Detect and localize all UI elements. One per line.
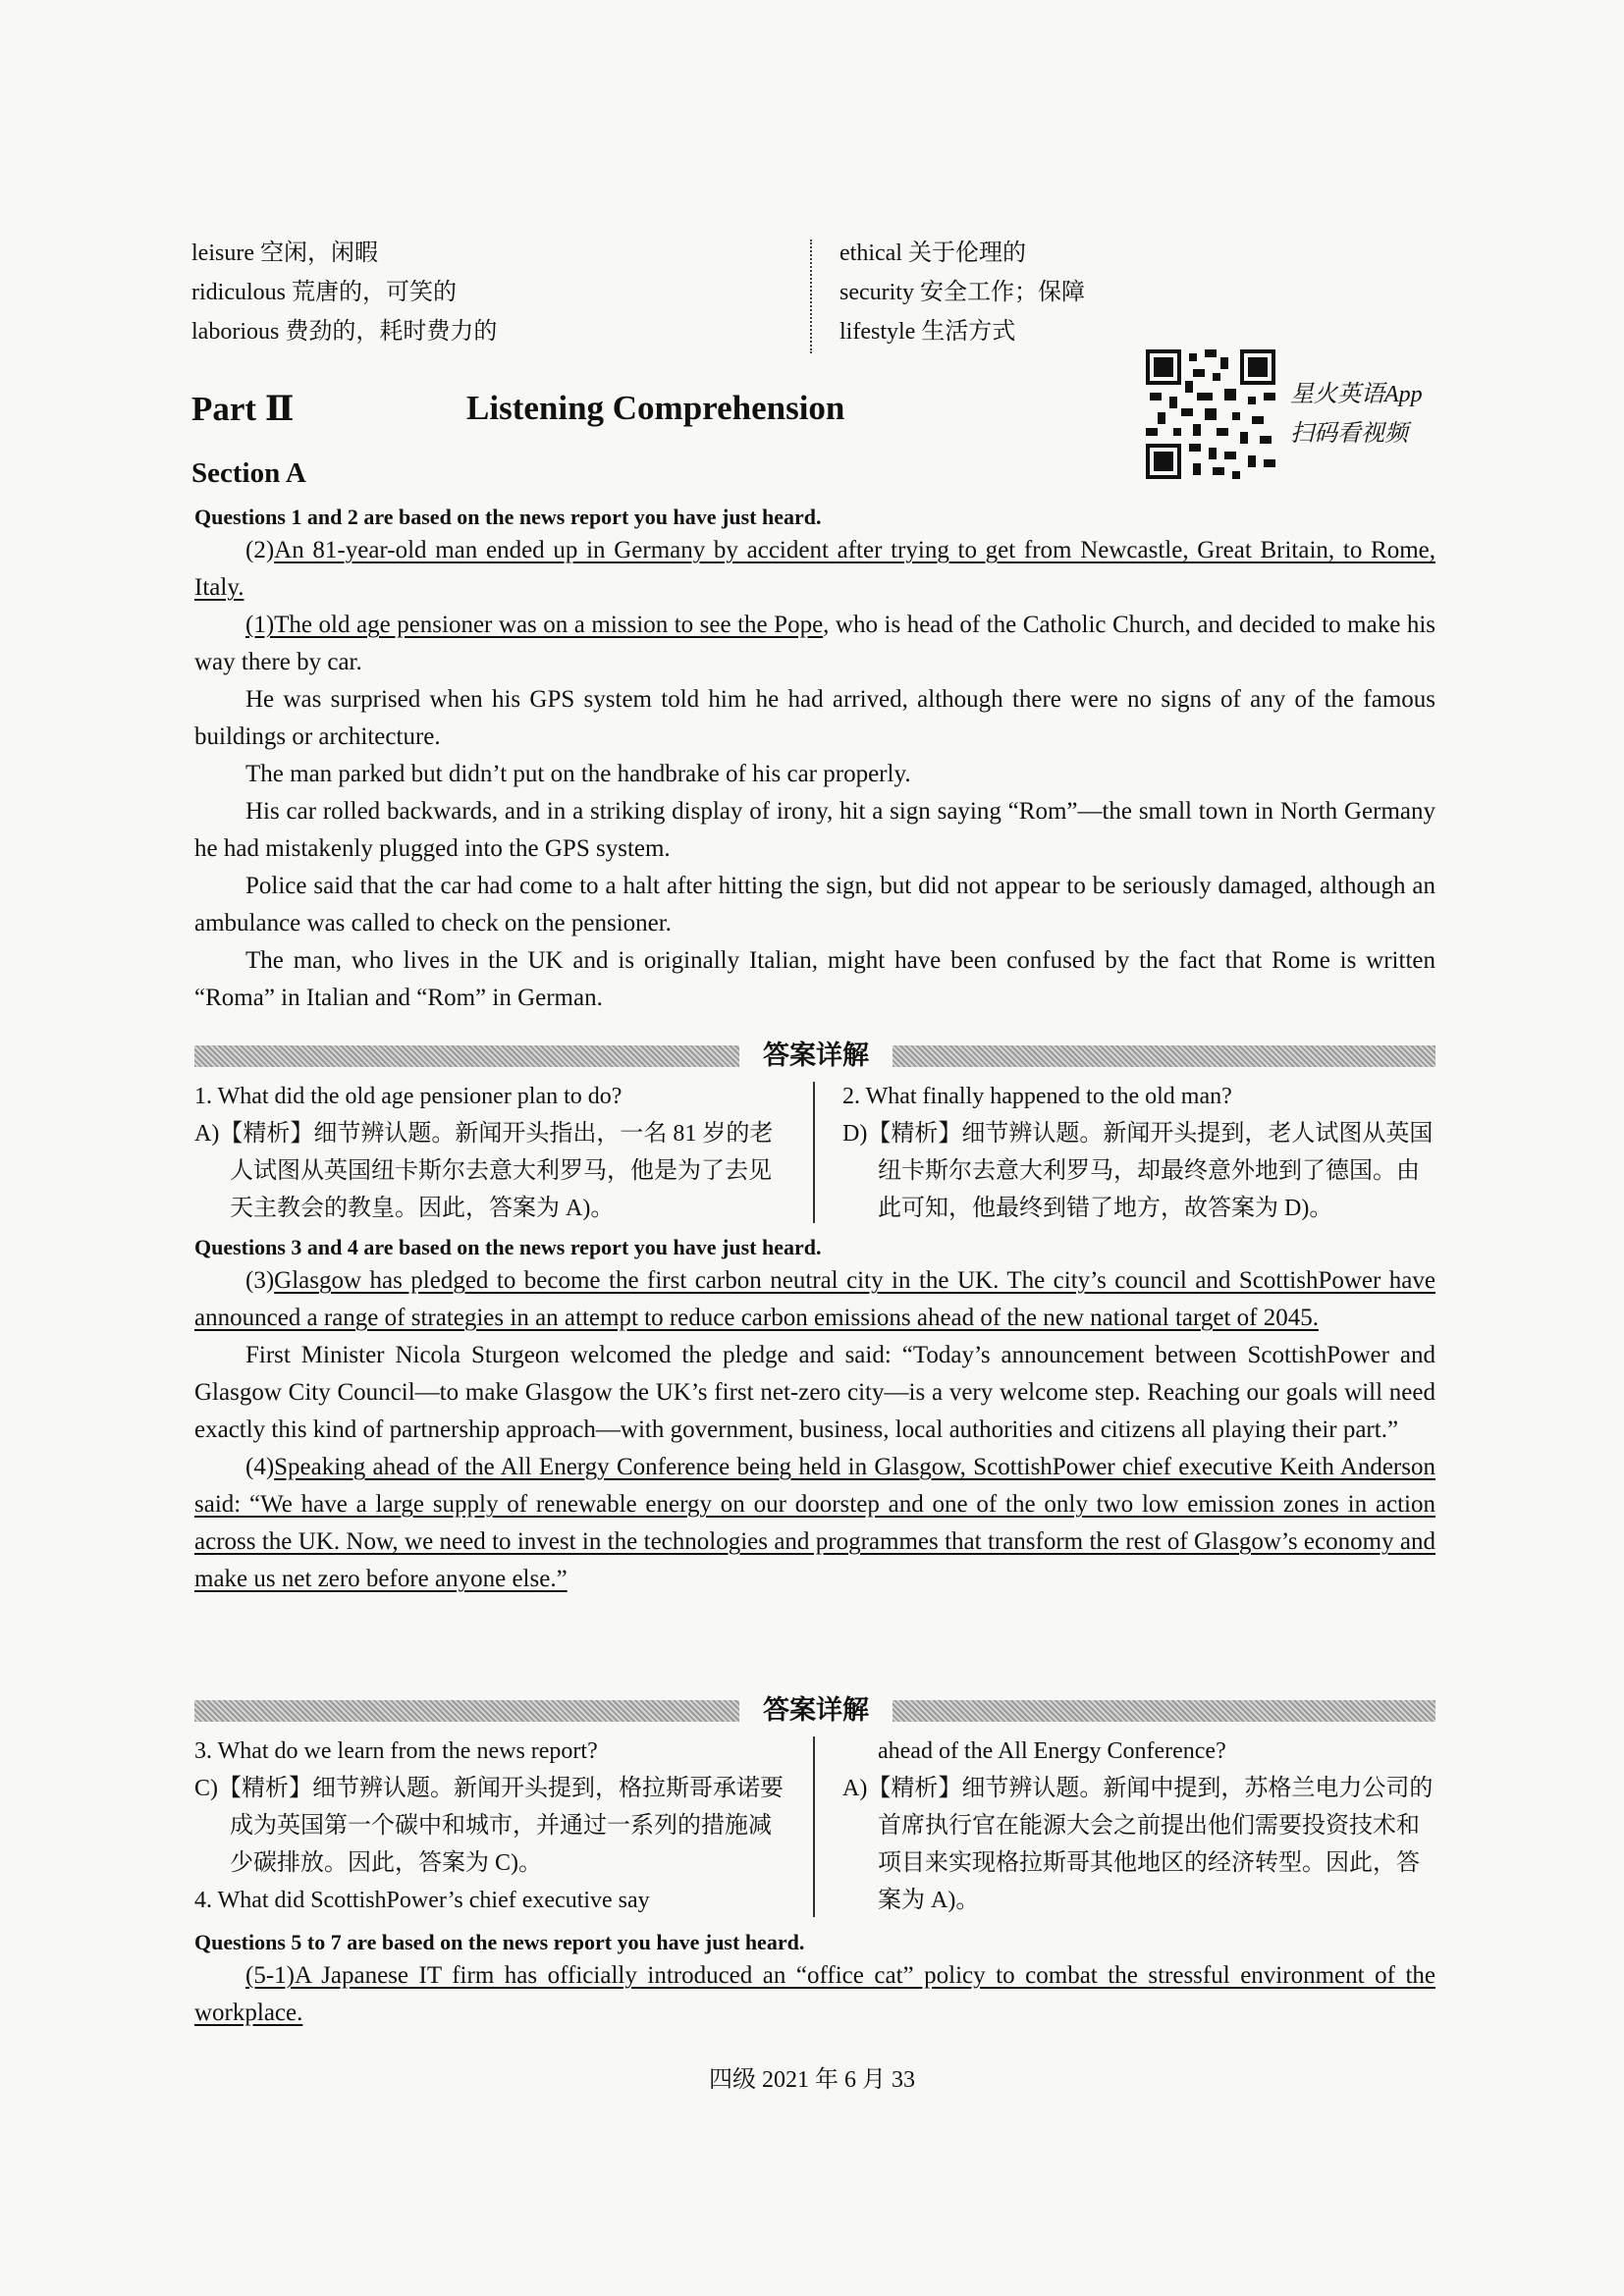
vocabulary-list <box>191 234 1438 361</box>
question-heading: Questions 5 to 7 are based on the news report you have just heard. <box>194 1930 805 1954</box>
page-footer: 四级 2021 年 6 月 33 <box>709 2067 915 2093</box>
app-promo <box>1290 375 1423 454</box>
answer-explanation: A)【精析】细节辨认题。新闻中提到，苏格兰电力公司的首席执行官在能源大会之前提出他们需要投资技术和项目来实现格拉斯哥其他地区的经济转型。因此，答案为 A)。 <box>842 1776 1434 1913</box>
question-text: 4. What did ScottishPower’s chief executive say <box>194 1888 650 1913</box>
underlined-sentence: An 81-year-old man ended up in Germany by accident after trying to get from Newcastle, Great Britain, to Rome, Italy. <box>194 537 1435 601</box>
vocab-item: ridiculous 荒唐的，可笑的 <box>191 280 457 305</box>
vocab-item: security 安全工作；保障 <box>839 280 1085 305</box>
question-text: 3. What do we learn from the news report? <box>194 1738 598 1764</box>
app-hint: 扫码看视频 <box>1290 421 1408 447</box>
question-text: 2. What finally happened to the old man? <box>842 1084 1232 1109</box>
vocab-divider <box>810 240 812 353</box>
paragraph <box>194 1449 1435 1598</box>
part-title: Listening Comprehension <box>466 389 845 427</box>
paragraph <box>194 1957 1435 2032</box>
paragraph: His car rolled backwards, and in a striking display of irony, hit a sign saying “Rom”—the small town in North Germany he had mistakenly plugged into the GPS system. <box>194 798 1435 862</box>
paragraph-marker: (2) <box>245 537 275 563</box>
answer-column-left <box>194 1078 791 1227</box>
column-divider <box>813 1082 815 1223</box>
paragraph: First Minister Nicola Sturgeon welcomed the pledge and said: “Today’s announcement between ScottishPower and Glasgow City Council—to make Glasgow the UK’s first net-zero city—is a very welcome step. Reaching our goals will need exactly this kind of partnership approach—with government, business, local authorities and citizens all playing their part.” <box>194 1342 1435 1443</box>
question-text: ahead of the All Energy Conference? <box>878 1738 1226 1764</box>
question-text: 1. What did the old age pensioner plan to do? <box>194 1084 623 1109</box>
underlined-sentence: (1)The old age pensioner was on a mission to see the Pope <box>245 612 824 638</box>
answer-explanation: A)【精析】细节辨认题。新闻开头指出，一名 81 岁的老人试图从英国纽卡斯尔去意大利罗马，他是为了去见天主教会的教皇。因此，答案为 A)。 <box>194 1121 774 1221</box>
answer-explanations-2 <box>194 1733 1435 1921</box>
column-divider <box>813 1736 815 1917</box>
paragraph <box>194 607 1435 681</box>
vocab-item: laborious 费劲的，耗时费力的 <box>191 319 498 345</box>
section-title: Section A <box>191 457 306 489</box>
banner-label: 答案详解 <box>763 1695 869 1726</box>
answer-column-right <box>842 1733 1435 1919</box>
paragraph: He was surprised when his GPS system told him he had arrived, although there were no signs of any of the famous buildings or architecture. <box>194 686 1435 750</box>
underlined-sentence: Speaking ahead of the All Energy Conference being held in Glasgow, ScottishPower chief executive Keith Anderson said: “We have a large supply of renewable energy on our doorstep and one of the only two low emission zones in action across the UK. Now, we need to invest in the technologies and programmes that transform the rest of Glasgow’s economy and make us net zero before anyone else.” <box>194 1454 1435 1592</box>
question-heading: Questions 3 and 4 are based on the news report you have just heard. <box>194 1235 822 1259</box>
answer-banner <box>194 1041 1435 1071</box>
news-report-2 <box>194 1233 1435 1598</box>
paragraph <box>194 532 1435 607</box>
answer-banner <box>194 1696 1435 1726</box>
underlined-sentence: (5-1)A Japanese IT firm has officially introduced an “office cat” policy to combat the stressful environment of the workplace. <box>194 1962 1435 2026</box>
answer-explanation: D)【精析】细节辨认题。新闻开头提到，老人试图从英国纽卡斯尔去意大利罗马，却最终意外地到了德国。由此可知，他最终到错了地方，故答案为 D)。 <box>842 1121 1434 1221</box>
banner-pattern <box>893 1045 1435 1067</box>
paragraph-text: , who is head of the Catholic Church, and decided to make his way there by car. <box>194 612 1435 675</box>
paragraph: Police said that the car had come to a halt after hitting the sign, but did not appear to be seriously damaged, although an ambulance was called to check on the pensioner. <box>194 873 1435 936</box>
answer-column-right <box>842 1078 1435 1227</box>
part-label: Part Ⅱ <box>191 390 295 428</box>
answer-explanation: C)【精析】细节辨认题。新闻开头提到，格拉斯哥承诺要成为英国第一个碳中和城市，并通过一系列的措施减少碳排放。因此，答案为 C)。 <box>194 1776 784 1876</box>
vocab-item: lifestyle 生活方式 <box>839 319 1016 345</box>
qr-code-icon[interactable] <box>1146 349 1275 479</box>
paragraph <box>194 1262 1435 1337</box>
banner-pattern <box>194 1700 739 1722</box>
answer-column-left <box>194 1733 791 1919</box>
vocab-item: ethical 关于伦理的 <box>839 240 1026 266</box>
paragraph: The man, who lives in the UK and is originally Italian, might have been confused by the fact that Rome is written “Roma” in Italian and “Rom” in German. <box>194 947 1435 1011</box>
banner-label: 答案详解 <box>763 1041 869 1071</box>
question-heading: Questions 1 and 2 are based on the news report you have just heard. <box>194 505 822 529</box>
paragraph-marker: (3) <box>245 1267 275 1294</box>
news-report-3 <box>194 1928 1435 2032</box>
app-name: 星火英语App <box>1290 382 1423 407</box>
answer-explanations-1 <box>194 1078 1435 1227</box>
banner-pattern <box>194 1045 739 1067</box>
underlined-sentence: Glasgow has pledged to become the first carbon neutral city in the UK. The city’s council and ScottishPower have announced a range of strategies in an attempt to reduce carbon emissions ahead of the new national target of 2045. <box>194 1267 1435 1331</box>
paragraph-marker: (4) <box>245 1454 275 1480</box>
vocab-left-column <box>191 234 497 351</box>
vocab-item: leisure 空闲，闲暇 <box>191 240 378 266</box>
banner-pattern <box>893 1700 1435 1722</box>
news-report-1 <box>194 503 1435 1017</box>
vocab-right-column <box>839 234 1085 351</box>
paragraph: The man parked but didn’t put on the handbrake of his car properly. <box>245 761 911 787</box>
